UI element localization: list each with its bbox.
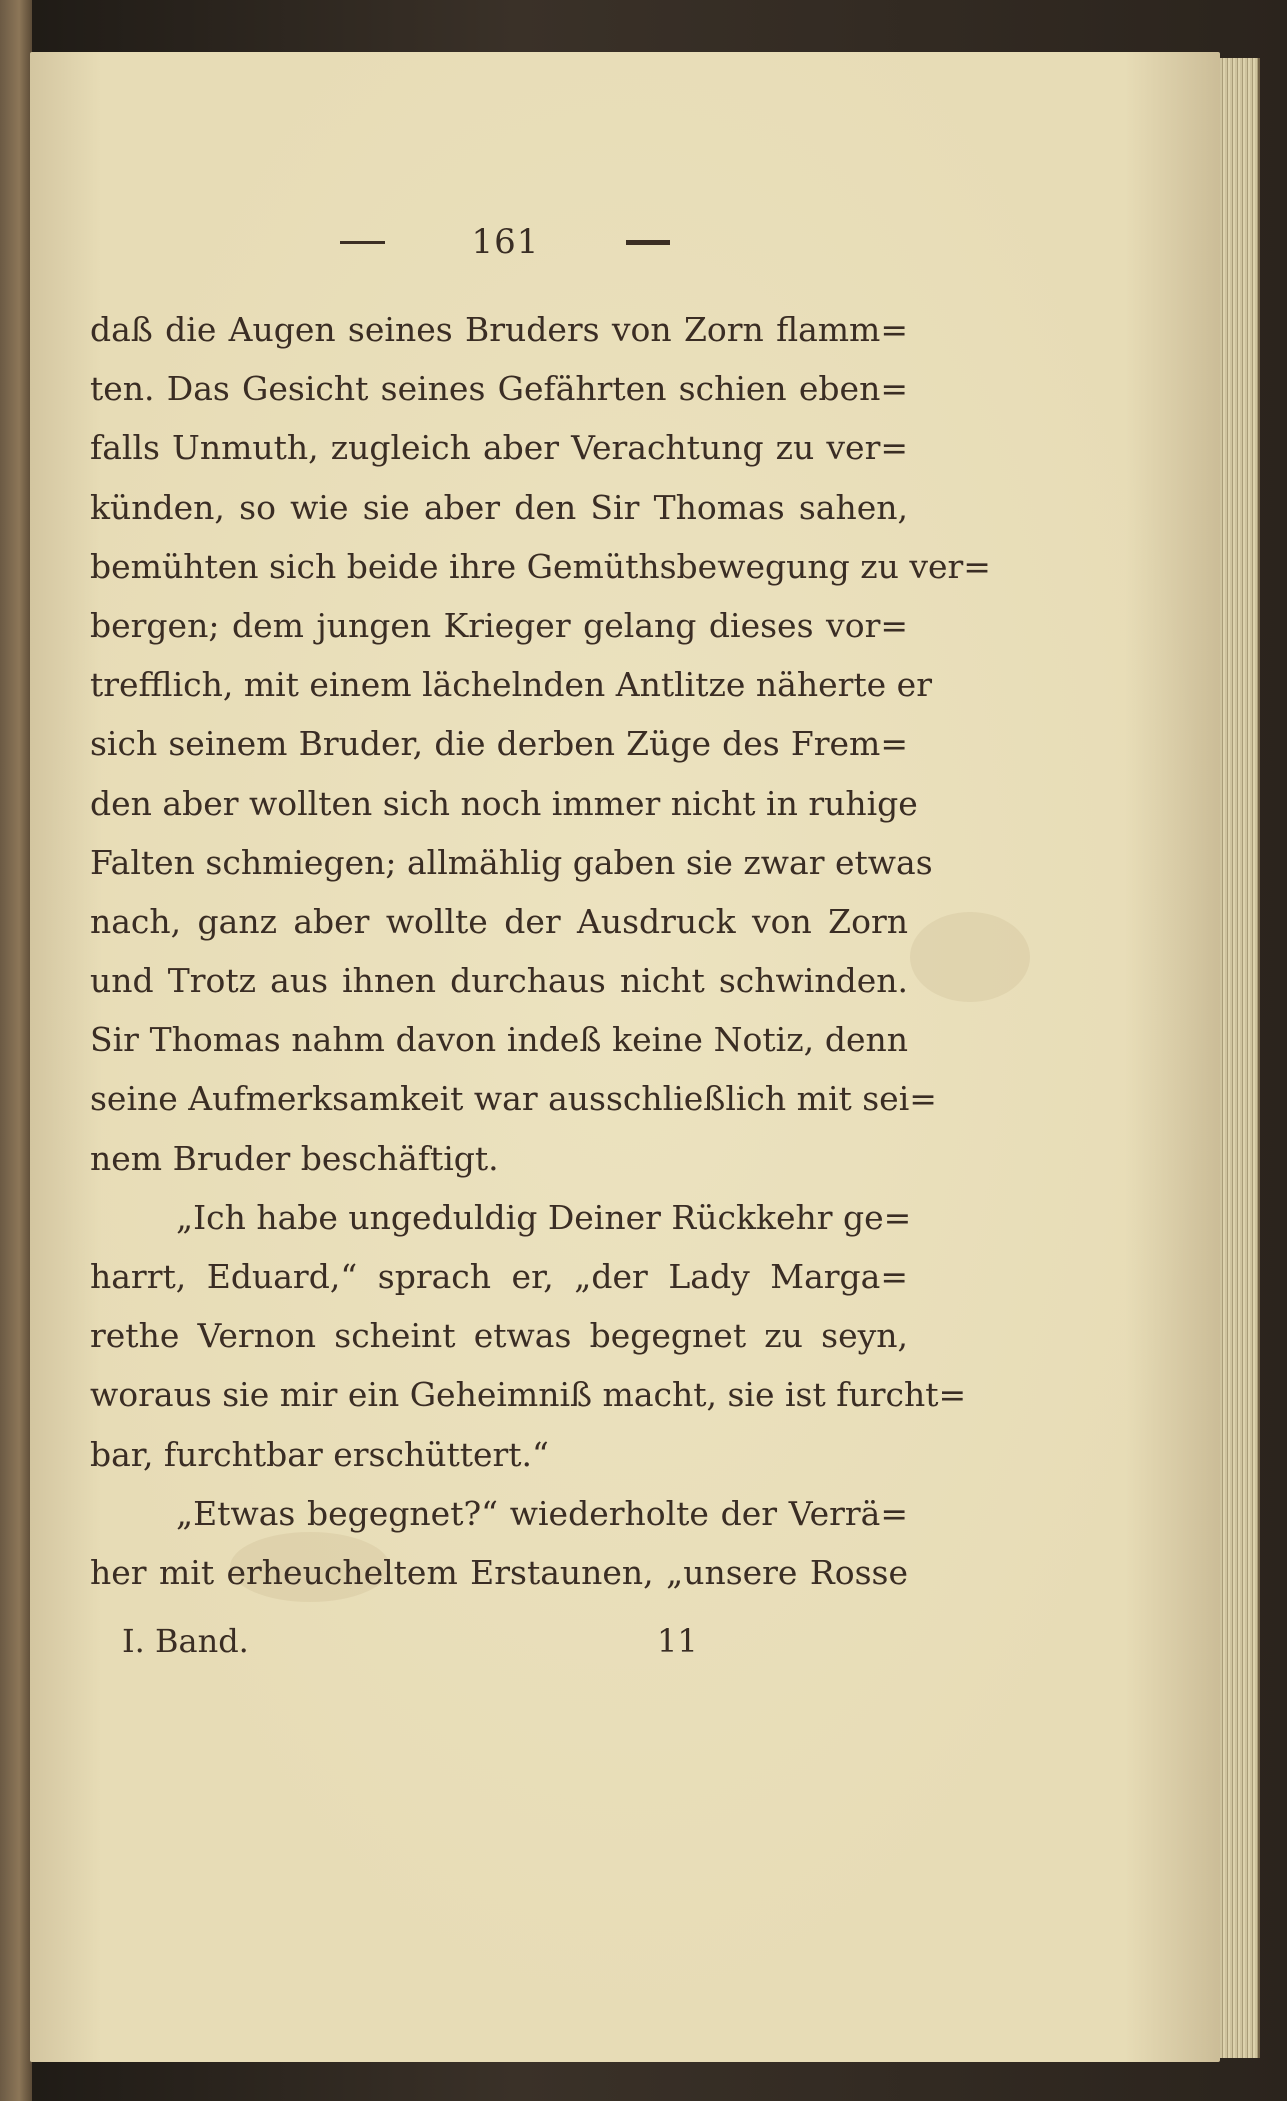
signature-mark: 11	[657, 1622, 698, 1660]
text-line: nach, ganz aber wollte der Ausdruck von Zorn	[90, 901, 908, 941]
paper-stain	[910, 912, 1030, 1002]
paragraph-start-line: „Etwas begegnet?“ wiederholte der Verrä=	[176, 1493, 908, 1533]
paragraph-end-line: bar, furchtbar erschüttert.“	[90, 1434, 549, 1474]
text-line: trefflich, mit einem lächelnden Antlitze näherte er	[90, 665, 932, 705]
text-line: Falten schmiegen; allmählig gaben sie zwar etwas	[90, 842, 933, 882]
text-line: daß die Augen seines Bruders von Zorn flamm=	[90, 310, 908, 349]
page-footer	[122, 1622, 722, 1672]
text-line: Sir Thomas nahm davon indeß keine Notiz, denn	[90, 1020, 908, 1060]
page-header	[340, 222, 670, 262]
page-number: 161	[471, 222, 540, 262]
header-dash-left	[340, 241, 385, 244]
paragraph-start-line: „Ich habe ungeduldig Deiner Rückkehr ge=	[176, 1197, 912, 1237]
text-line: bergen; dem jungen Krieger gelang dieses vor=	[90, 605, 908, 645]
paragraph-end-line: nem Bruder beschäftigt.	[90, 1138, 499, 1178]
text-line: harrt, Eduard,“ sprach er, „der Lady Marga=	[90, 1257, 908, 1296]
text-line: rethe Vernon scheint etwas begegnet zu seyn,	[90, 1316, 908, 1356]
header-dash-right	[626, 240, 670, 245]
volume-label: I. Band.	[122, 1622, 249, 1660]
book-spine	[0, 0, 32, 2101]
text-line: her mit erheucheltem Erstaunen, „unsere Rosse	[90, 1552, 908, 1592]
text-line: woraus sie mir ein Geheimniß macht, sie ist furcht=	[90, 1375, 967, 1415]
text-line: künden, so wie sie aber den Sir Thomas sahen,	[90, 487, 908, 527]
text-line: sich seinem Bruder, die derben Züge des Frem=	[90, 724, 908, 764]
text-line: und Trotz aus ihnen durchaus nicht schwinden.	[90, 961, 908, 1001]
page-body-text	[90, 300, 991, 1602]
text-line: den aber wollten sich noch immer nicht in ruhige	[90, 783, 918, 823]
text-line: bemühten sich beide ihre Gemüthsbewegung zu ver=	[90, 546, 991, 586]
text-line: seine Aufmerksamkeit war ausschließlich mit sei=	[90, 1079, 937, 1119]
text-line: falls Unmuth, zugleich aber Verachtung zu ver=	[90, 428, 908, 468]
text-line: ten. Das Gesicht seines Gefährten schien eben=	[90, 369, 908, 409]
